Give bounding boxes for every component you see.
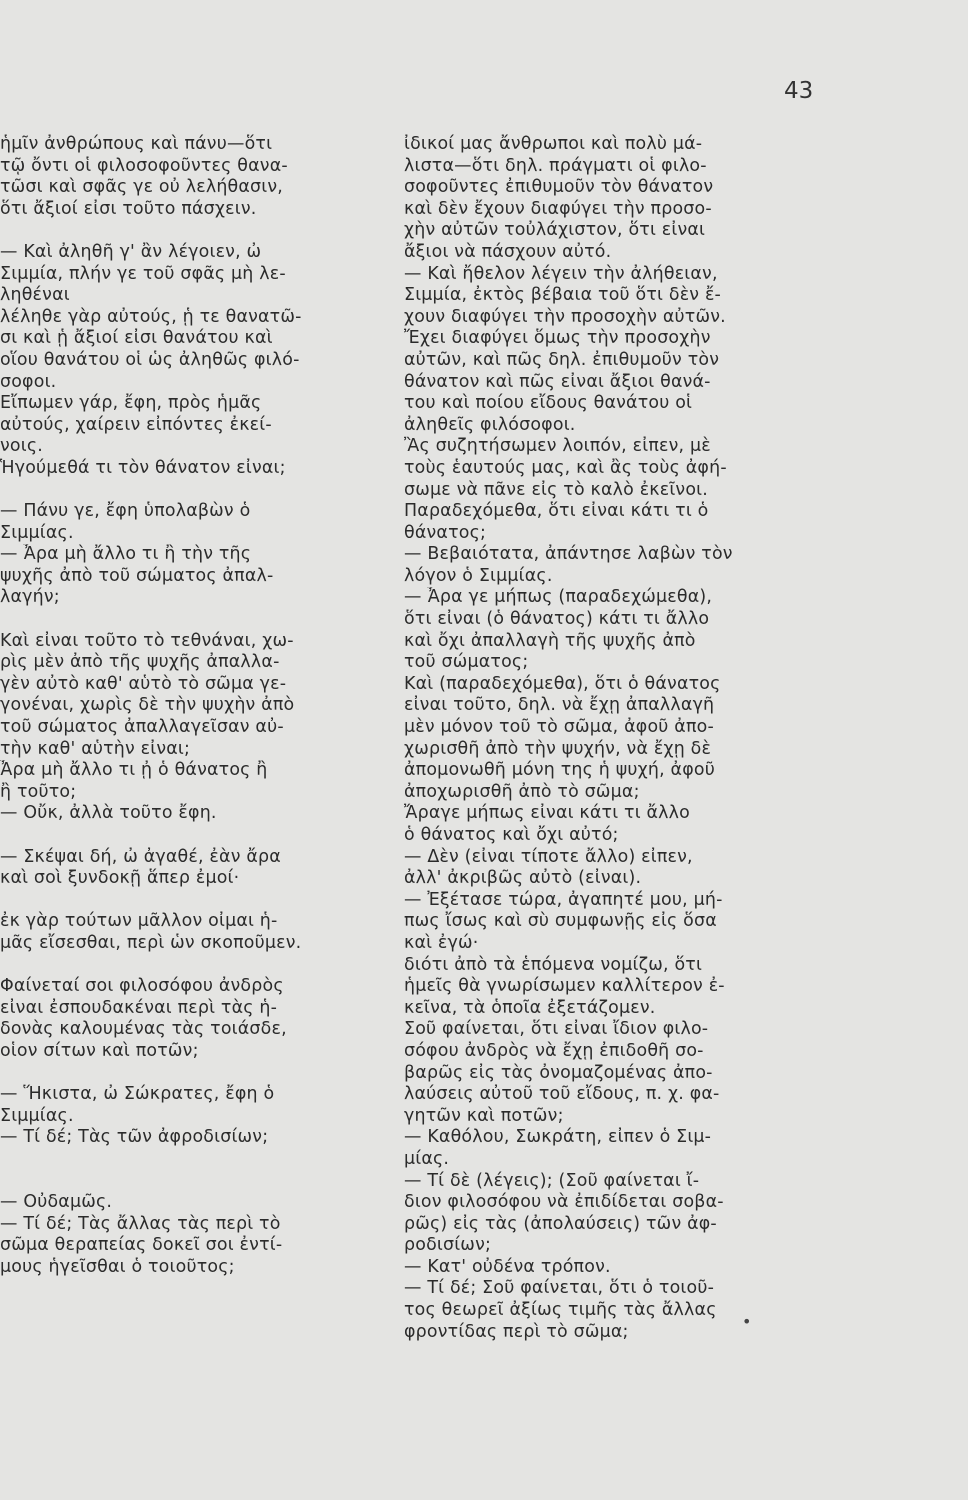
text-line: — Ἆρα γε μήπως (παραδεχώμεθα), xyxy=(404,587,713,608)
text-line: Σιμμίας. xyxy=(0,1105,74,1126)
text-line: Εἴπωμεν γάρ, ἔφη, πρὸς ἡμᾶς xyxy=(0,393,262,414)
text-line: μᾶς εἴσεσθαι, περὶ ὧν σκοποῦμεν. xyxy=(0,932,302,953)
print-mark: • xyxy=(742,1312,752,1331)
left-column xyxy=(0,134,396,1278)
text-line: οἷον σίτων καὶ ποτῶν; xyxy=(0,1040,199,1061)
text-line: γονέναι, χωρὶς δὲ τὴν ψυχὴν ἀπὸ xyxy=(0,695,295,716)
paragraph-gap xyxy=(0,220,396,242)
text-line: σι καὶ ᾗ ἄξιοί εἰσι θανάτου καὶ xyxy=(0,328,273,349)
text-line: Ἂς συζητήσωμεν λοιπόν, εἶπεν, μὲ xyxy=(404,436,711,457)
text-line: λέληθε γὰρ αὐτούς, ᾗ τε θανατῶ- xyxy=(0,306,302,327)
text-line: σοφοῦντες ἐπιθυμοῦν τὸν θάνατον xyxy=(404,177,714,198)
text-line: ὁ θάνατος καὶ ὄχι αὐτό; xyxy=(404,825,619,845)
text-line: τοῦ σώματος ἀπαλλαγεῖσαν αὐ- xyxy=(0,717,284,738)
text-line: χωρισθῆ ἀπὸ τὴν ψυχήν, νὰ ἔχῃ δὲ xyxy=(404,738,712,759)
text-line: λαγήν; xyxy=(0,587,60,608)
text-line: — Καὶ ἀληθῆ γ' ἂν λέγοιεν, ὦ xyxy=(0,241,262,262)
text-line: ρῶς) εἰς τὰς (ἀπολαύσεις) τῶν ἀφ- xyxy=(404,1213,717,1234)
text-line: — Ἥκιστα, ὦ Σώκρατες, ἔφη ὁ xyxy=(0,1084,275,1105)
text-line: χὴν αὐτῶν τοὐλάχιστον, ὅτι εἶναι xyxy=(404,220,706,241)
text-line: ὅτι ἄξιοί εἰσι τοῦτο πάσχειν. xyxy=(0,198,257,219)
text-line: τῶσι καὶ σφᾶς γε οὐ λελήθασιν, xyxy=(0,177,283,198)
text-line: μίας. xyxy=(404,1148,450,1169)
text-line: ρὶς μὲν ἀπὸ τῆς ψυχῆς ἀπαλλα- xyxy=(0,652,280,673)
text-line: κεῖνα, τὰ ὁποῖα ἐξετάζομεν. xyxy=(404,997,656,1018)
text-line: εἶναι τοῦτο, δηλ. νὰ ἔχῃ ἀπαλλαγῆ xyxy=(404,695,715,716)
text-line: ἀπομονωθῆ μόνη της ἡ ψυχή, ἀφοῦ xyxy=(404,760,715,781)
text-line: Φαίνεταί σοι φιλοσόφου ἀνδρὸς xyxy=(0,976,284,997)
text-line: Παραδεχόμεθα, ὅτι εἶναι κάτι τι ὁ xyxy=(404,501,709,522)
text-line: καὶ σοὶ ξυνδοκῇ ἅπερ ἐμοί· xyxy=(0,868,240,889)
text-line: Ἄραγε μήπως εἶναι κάτι τι ἄλλο xyxy=(404,803,690,824)
text-line: — Σκέψαι δή, ὦ ἀγαθέ, ἐὰν ἄρα xyxy=(0,846,281,867)
text-line: τοὺς ἑαυτούς μας, καὶ ἂς τοὺς ἀφή- xyxy=(404,457,727,478)
text-line: — Δὲν (εἶναι τίποτε ἄλλο) εἶπεν, xyxy=(404,846,693,867)
text-line: — Βεβαιότατα, ἀπάντησε λαβὼν τὸν xyxy=(404,544,733,565)
text-line: Σιμμίας. xyxy=(0,522,74,543)
text-line: — Καὶ ἤθελον λέγειν τὴν ἀλήθειαν, xyxy=(404,263,718,284)
text-line: μὲν μόνον τοῦ τὸ σῶμα, ἀφοῦ ἀπο- xyxy=(404,717,714,738)
text-line: σῶμα θεραπείας δοκεῖ σοι ἐντί- xyxy=(0,1235,283,1256)
text-line: σοφοι. xyxy=(0,371,57,392)
paragraph-gap xyxy=(0,1063,396,1085)
right-column xyxy=(404,134,844,1343)
paragraph-gap xyxy=(0,890,396,912)
text-line: ἄξιοι νὰ πάσχουν αὐτό. xyxy=(404,241,612,262)
text-line: μους ἡγεῖσθαι ὁ τοιοῦτος; xyxy=(0,1256,235,1277)
text-line: ἐκ γὰρ τούτων μᾶλλον οἶμαι ἡ- xyxy=(0,911,278,932)
text-line: καὶ δὲν ἔχουν διαφύγει τὴν προσο- xyxy=(404,198,712,219)
text-line: αὐτούς, χαίρειν εἰπόντες ἐκεί- xyxy=(0,414,272,435)
text-line: — Πάνυ γε, ἔφη ὑπολαβὼν ὁ xyxy=(0,501,251,522)
text-line: — Ἐξέτασε τώρα, ἀγαπητέ μου, μή- xyxy=(404,889,723,910)
text-line: ἀληθεῖς φιλόσοφοι. xyxy=(404,414,576,435)
text-line: τὴν καθ' αὑτὴν εἶναι; xyxy=(0,738,191,759)
text-line: σόφου ἀνδρὸς νὰ ἔχῃ ἐπιδοθῆ σο- xyxy=(404,1040,704,1061)
text-line: καὶ ἐγώ· xyxy=(404,932,479,953)
text-line: — Τί δέ; Τὰς ἄλλας τὰς περὶ τὸ xyxy=(0,1213,281,1234)
text-line: ἢ τοῦτο; xyxy=(0,781,77,802)
text-line: ὅτι εἶναι (ὁ θάνατος) κάτι τι ἄλλο xyxy=(404,609,710,630)
page-number: 43 xyxy=(784,78,814,104)
text-line: Ἡγούμεθά τι τὸν θάνατον εἶναι; xyxy=(0,457,286,478)
text-line: — Καθόλου, Σωκράτη, εἶπεν ὁ Σιμ- xyxy=(404,1127,712,1148)
text-line: Καὶ (παραδεχόμεθα), ὅτι ὁ θάνατος xyxy=(404,673,721,694)
text-line: ἰδικοί μας ἄνθρωποι καὶ πολὺ μά- xyxy=(404,134,703,154)
text-line: διότι ἀπὸ τὰ ἑπόμενα νομίζω, ὅτι xyxy=(404,954,703,975)
text-line: γητῶν καὶ ποτῶν; xyxy=(404,1105,564,1126)
paragraph-gap xyxy=(0,480,396,502)
text-line: σωμε νὰ πᾶνε εἰς τὸ καλὸ ἐκεῖνοι. xyxy=(404,479,708,500)
paragraph-gap xyxy=(0,955,396,977)
text-line: του καὶ ποίου εἴδους θανάτου οἱ xyxy=(404,393,693,414)
text-line: — Τί δὲ (λέγεις); (Σοῦ φαίνεται ἴ- xyxy=(404,1170,700,1191)
text-line: ἡμῖν ἀνθρώπους καὶ πάνυ—ὅτι xyxy=(0,134,273,154)
text-line: καὶ ὄχι ἀπαλλαγὴ τῆς ψυχῆς ἀπὸ xyxy=(404,630,696,651)
text-line: θάνατον καὶ πῶς εἶναι ἄξιοι θανά- xyxy=(404,371,711,392)
text-line: Ἆρα μὴ ἄλλο τι ᾖ ὁ θάνατος ἢ xyxy=(0,760,268,781)
text-line: λαύσεις αὐτοῦ τοῦ εἴδους, π. χ. φα- xyxy=(404,1084,720,1105)
text-line: εἶναι ἐσπουδακέναι περὶ τὰς ἡ- xyxy=(0,997,278,1018)
text-line: ἡμεῖς θὰ γνωρίσωμεν καλλίτερον ἐ- xyxy=(404,976,725,997)
text-line: Καὶ εἶναι τοῦτο τὸ τεθνάναι, χω- xyxy=(0,630,294,651)
text-line: βαρῶς εἰς τὰς ὀνομαζομένας ἀπο- xyxy=(404,1062,713,1083)
paragraph-gap xyxy=(0,609,396,631)
text-line: πως ἴσως καὶ σὺ συμφωνῇς εἰς ὅσα xyxy=(404,911,717,932)
text-line: ψυχῆς ἀπὸ τοῦ σώματος ἀπαλ- xyxy=(0,565,274,586)
text-line: Σιμμία, πλήν γε τοῦ σφᾶς μὴ λε- xyxy=(0,263,286,284)
text-line: — Οὐδαμῶς. xyxy=(0,1192,113,1213)
text-line: δονὰς καλουμένας τὰς τοιάσδε, xyxy=(0,1019,287,1040)
text-line: Ἔχει διαφύγει ὅμως τὴν προσοχὴν xyxy=(404,328,711,349)
text-line: ροδισίων; xyxy=(404,1235,492,1256)
text-line: τοῦ σώματος; xyxy=(404,652,529,673)
text-line: λιστα—ὅτι δηλ. πράγματι οἱ φιλο- xyxy=(404,155,707,176)
text-line: θάνατος; xyxy=(404,522,487,543)
text-line: — Τί δέ; Σοῦ φαίνεται, ὅτι ὁ τοιοῦ- xyxy=(404,1278,715,1299)
paragraph-gap xyxy=(0,1171,396,1193)
paragraph-gap xyxy=(0,825,396,847)
text-line: οἵου θανάτου οἱ ὡς ἀληθῶς φιλό- xyxy=(0,349,300,370)
text-line: ἀποχωρισθῆ ἀπὸ τὸ σῶμα; xyxy=(404,781,640,802)
text-line: νοις. xyxy=(0,436,43,457)
text-line: χουν διαφύγει τὴν προσοχὴν αὐτῶν. xyxy=(404,306,726,327)
text-line: — Κατ' οὐδένα τρόπον. xyxy=(404,1256,611,1277)
text-line: ἀλλ' ἀκριβῶς αὐτὸ (εἶναι). xyxy=(404,868,642,889)
text-line: Σιμμία, ἐκτὸς βέβαια τοῦ ὅτι δὲν ἔ- xyxy=(404,285,722,306)
text-line: γὲν αὐτὸ καθ' αὑτὸ τὸ σῶμα γε- xyxy=(0,673,287,694)
text-line: — Οὔκ, ἀλλὰ τοῦτο ἔφη. xyxy=(0,803,217,824)
text-line: αὐτῶν, καὶ πῶς δηλ. ἐπιθυμοῦν τὸν xyxy=(404,349,720,370)
text-line: λόγον ὁ Σιμμίας. xyxy=(404,565,553,586)
text-line: τος θεωρεῖ ἀξίως τιμῆς τὰς ἄλλας xyxy=(404,1300,717,1321)
text-line: — Ἆρα μὴ ἄλλο τι ἢ τὴν τῆς xyxy=(0,544,252,565)
text-line: φροντίδας περὶ τὸ σῶμα; xyxy=(404,1321,629,1342)
text-line: τῷ ὄντι οἱ φιλοσοφοῦντες θανα- xyxy=(0,155,288,176)
text-line: διον φιλοσόφου νὰ ἐπιδίδεται σοβα- xyxy=(404,1192,724,1213)
text-line: — Τί δέ; Τὰς τῶν ἀφροδισίων; xyxy=(0,1127,269,1148)
text-line: Σοῦ φαίνεται, ὅτι εἶναι ἴδιον φιλο- xyxy=(404,1019,709,1040)
text-line: ληθέναι xyxy=(0,285,70,306)
paragraph-gap xyxy=(0,1149,396,1171)
